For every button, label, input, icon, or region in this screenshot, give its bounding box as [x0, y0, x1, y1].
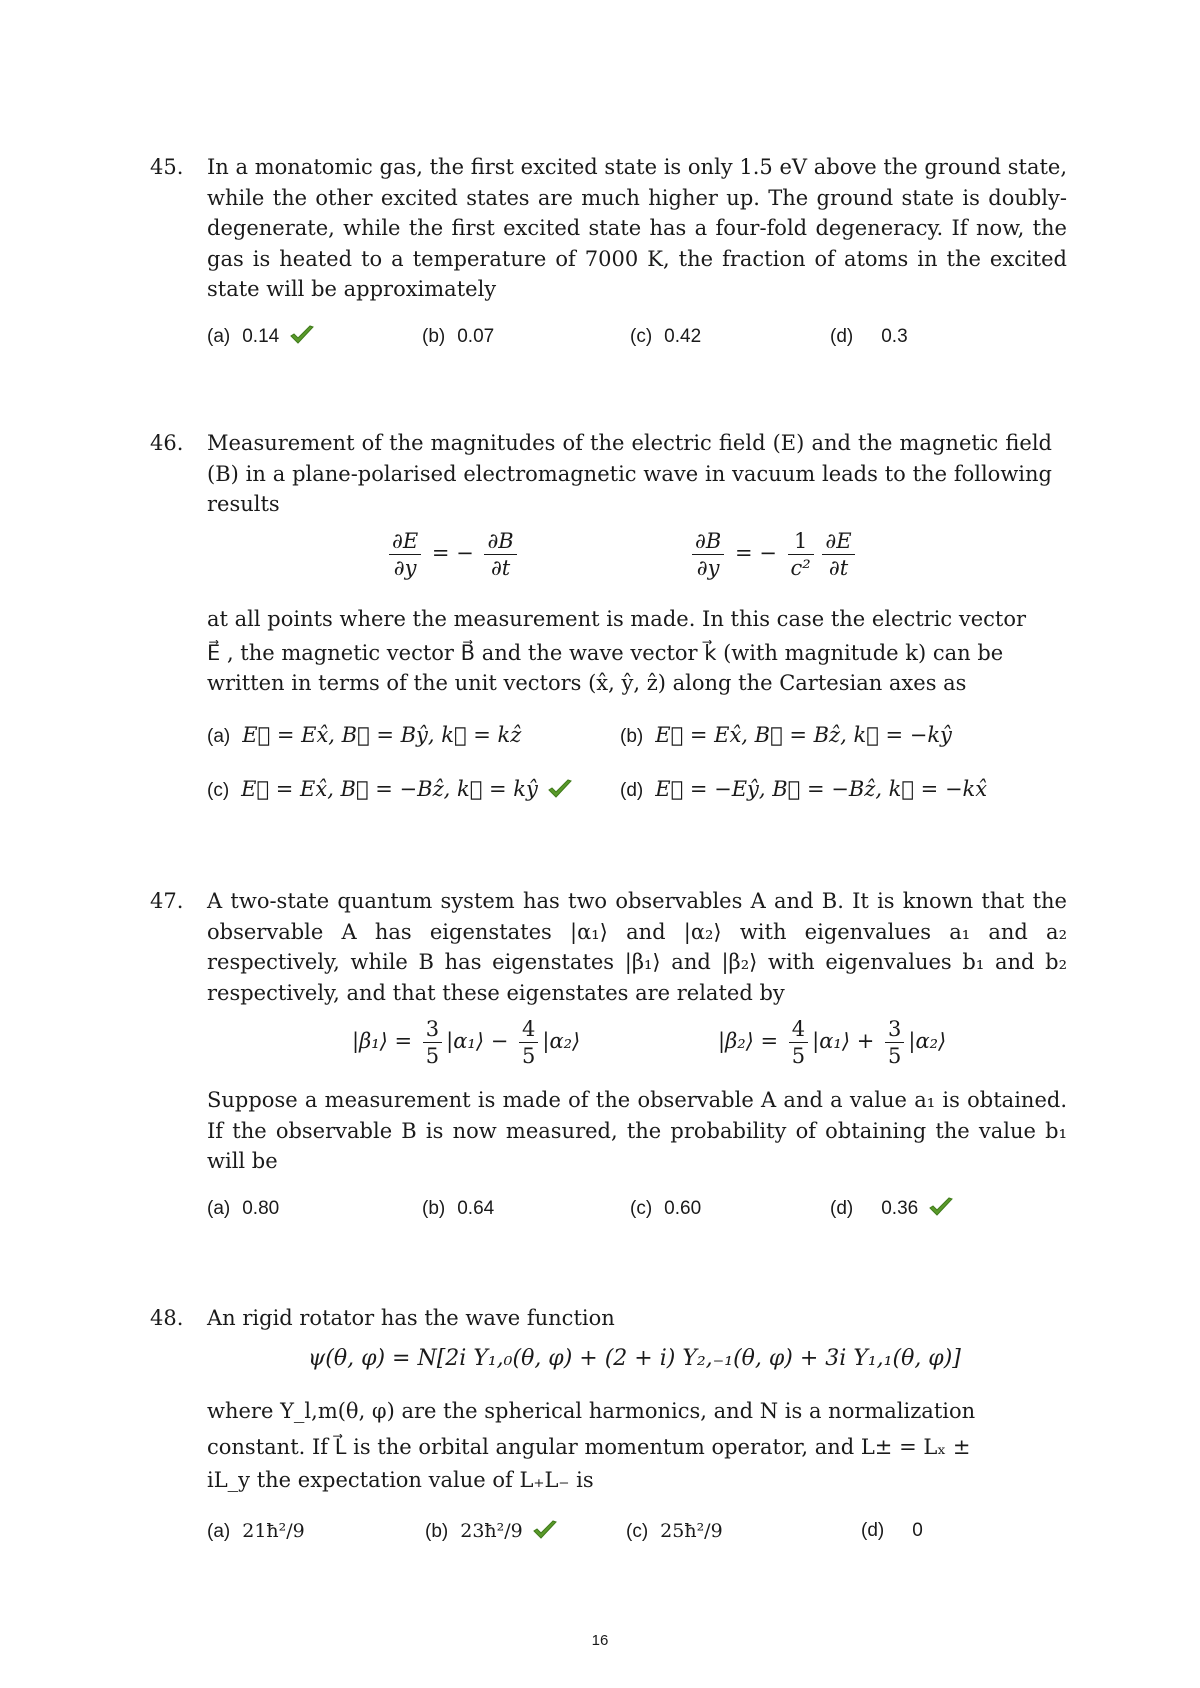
option-label: (a)	[207, 726, 231, 747]
option-label: (a)	[207, 1521, 231, 1542]
numerator: 3	[423, 1016, 442, 1043]
option-value: 0.60	[664, 1198, 702, 1219]
q47-option-c[interactable]	[630, 1196, 701, 1222]
option-value: 0.07	[457, 326, 495, 347]
option-label: (d)	[620, 780, 644, 801]
option-value: 0	[912, 1520, 923, 1541]
option-value: E⃗ = Ex̂, B⃗ = Bẑ, k⃗ = −kŷ	[655, 723, 952, 747]
option-value: 0.14	[242, 326, 280, 347]
denominator: ∂t	[490, 556, 511, 580]
eq-ket: |α₂⟩	[542, 1029, 581, 1053]
eq-ket: |α₂⟩	[908, 1029, 947, 1053]
fraction	[692, 528, 724, 581]
q45-option-a[interactable]	[207, 324, 315, 350]
q45-option-c[interactable]	[630, 324, 701, 350]
q46-equation-2	[688, 528, 859, 581]
q48-text-line-1: where Y_l,m(θ, φ) are the spherical harmonics, and N is a normalization	[207, 1399, 976, 1423]
numerator: ∂E	[389, 528, 421, 555]
q46-number: 46.	[150, 431, 184, 455]
option-value: E⃗ = Ex̂, B⃗ = Bŷ, k⃗ = kẑ	[242, 723, 522, 747]
q48-number: 48.	[150, 1306, 184, 1330]
q47-text-question: Suppose a measurement is made of the observable A and a value a₁ is obtained. If the observable B is now measured, the probability of obtaining the value b₁ will be	[207, 1088, 1067, 1173]
fraction	[423, 1016, 442, 1069]
q46-option-b[interactable]	[620, 722, 952, 750]
option-label: (b)	[620, 726, 644, 747]
checkmark-icon	[928, 1196, 954, 1218]
operator: = −	[431, 541, 474, 565]
option-value: 23ħ²/9	[460, 1520, 523, 1542]
q45-option-d[interactable]	[830, 324, 908, 350]
operator: = −	[734, 541, 777, 565]
q47-option-d[interactable]	[830, 1196, 954, 1222]
option-value: 21ħ²/9	[242, 1520, 305, 1542]
denominator: 5	[791, 1044, 806, 1068]
numerator: 4	[519, 1016, 538, 1043]
q46-text-intro: Measurement of the magnitudes of the electric field (E) and the magnetic field (B) in a plane-polarised electromagnetic wave in vacuum leads to the following results	[207, 431, 1052, 516]
eq-lhs: |β₁⟩ =	[352, 1029, 413, 1053]
denominator: 5	[888, 1044, 902, 1068]
denominator: 5	[425, 1044, 440, 1068]
option-label: (d)	[830, 326, 854, 347]
fraction	[788, 528, 814, 581]
option-value: 25ħ²/9	[660, 1520, 723, 1542]
eq-ket: |α₁⟩ +	[812, 1029, 875, 1053]
q46-option-a[interactable]	[207, 722, 521, 750]
option-value: E⃗ = Ex̂, B⃗ = −Bẑ, k⃗ = kŷ	[241, 777, 538, 801]
numerator: ∂E	[822, 528, 854, 555]
denominator: 5	[522, 1044, 536, 1068]
option-value: 0.42	[664, 326, 702, 347]
option-label: (c)	[630, 326, 653, 347]
q48-option-b[interactable]	[425, 1518, 558, 1545]
eq-lhs: |β₂⟩ =	[718, 1029, 779, 1053]
numerator: 3	[885, 1016, 904, 1043]
q48-option-d[interactable]	[861, 1518, 923, 1544]
q46-text-line-2: E⃗ , the magnetic vector B⃗ and the wave vector k⃗ (with magnitude k) can be	[207, 641, 1004, 665]
q46-option-d[interactable]	[620, 776, 987, 804]
option-value: E⃗ = −Eŷ, B⃗ = −Bẑ, k⃗ = −kx̂	[655, 777, 988, 801]
q46-text-line-1: at all points where the measurement is made. In this case the electric vector	[207, 607, 1027, 631]
fraction	[885, 1016, 904, 1069]
option-label: (a)	[207, 326, 231, 347]
eq-ket: |α₁⟩ −	[446, 1029, 509, 1053]
fraction	[519, 1016, 538, 1069]
checkmark-icon	[532, 1519, 558, 1541]
checkmark-icon	[547, 778, 573, 800]
numerator: 4	[789, 1016, 808, 1043]
fraction	[822, 528, 854, 581]
fraction	[484, 528, 516, 581]
option-value: 0.80	[242, 1198, 280, 1219]
q46-option-c[interactable]	[207, 776, 573, 804]
page-number: 16	[591, 1632, 609, 1649]
option-label: (c)	[207, 780, 230, 801]
q47-number: 47.	[150, 889, 184, 913]
q48-option-a[interactable]	[207, 1518, 305, 1545]
denominator: ∂y	[696, 556, 720, 580]
q45-number: 45.	[150, 155, 184, 179]
q47-equation-2	[718, 1016, 946, 1069]
numerator: 1	[788, 528, 814, 555]
numerator: ∂B	[484, 528, 516, 555]
fraction	[789, 1016, 808, 1069]
denominator: c²	[790, 556, 811, 580]
q47-option-a[interactable]	[207, 1196, 279, 1222]
option-value: 0.36	[881, 1198, 919, 1219]
q47-text-intro: A two-state quantum system has two observables A and B. It is known that the observable A has eigenstates |α₁⟩ and |α₂⟩ with eigenvalues a₁ and a₂ respectively, while B has eigenstates |β₁⟩ and |β₂⟩ with eigenvalues b₁ and b₂ respectively, and that these eigenstates are related by	[207, 889, 1067, 1005]
q48-text-intro: An rigid rotator has the wave function	[207, 1306, 615, 1330]
option-label: (a)	[207, 1198, 231, 1219]
fraction	[389, 528, 421, 581]
denominator: ∂y	[393, 556, 417, 580]
option-label: (c)	[626, 1521, 649, 1542]
option-value: 0.64	[457, 1198, 495, 1219]
q46-equation-1	[385, 528, 521, 581]
q48-option-c[interactable]	[626, 1518, 723, 1545]
option-label: (b)	[425, 1521, 449, 1542]
checkmark-icon	[289, 324, 315, 346]
option-value: 0.3	[881, 326, 908, 347]
option-label: (b)	[422, 1198, 446, 1219]
q48-wave-function-equation: ψ(θ, φ) = N[2i Y₁,₀(θ, φ) + (2 + i) Y₂,₋₁(θ, φ) + 3i Y₁,₁(θ, φ)]	[308, 1346, 961, 1371]
option-label: (d)	[830, 1198, 854, 1219]
q45-text: In a monatomic gas, the first excited state is only 1.5 eV above the ground state, while the other excited states are much higher up. The ground state is doubly-degenerate, while the first excited state has a four-fold degeneracy. If now, the gas is heated to a temperature of 7000 K, the fraction of atoms in the excited state will be approximately	[207, 155, 1067, 301]
denominator: ∂t	[828, 556, 849, 580]
q45-option-b[interactable]	[422, 324, 494, 350]
option-label: (c)	[630, 1198, 653, 1219]
q48-text-line-2: constant. If L⃗ is the orbital angular momentum operator, and L± = Lₓ ±	[207, 1435, 971, 1459]
q47-equation-1	[352, 1016, 580, 1069]
numerator: ∂B	[692, 528, 724, 555]
q46-text-line-3: written in terms of the unit vectors (x̂, ŷ, ẑ) along the Cartesian axes as	[207, 671, 967, 695]
option-label: (b)	[422, 326, 446, 347]
option-label: (d)	[861, 1520, 885, 1541]
q48-text-line-3: iL_y the expectation value of L₊L₋ is	[207, 1468, 594, 1492]
q47-option-b[interactable]	[422, 1196, 494, 1222]
